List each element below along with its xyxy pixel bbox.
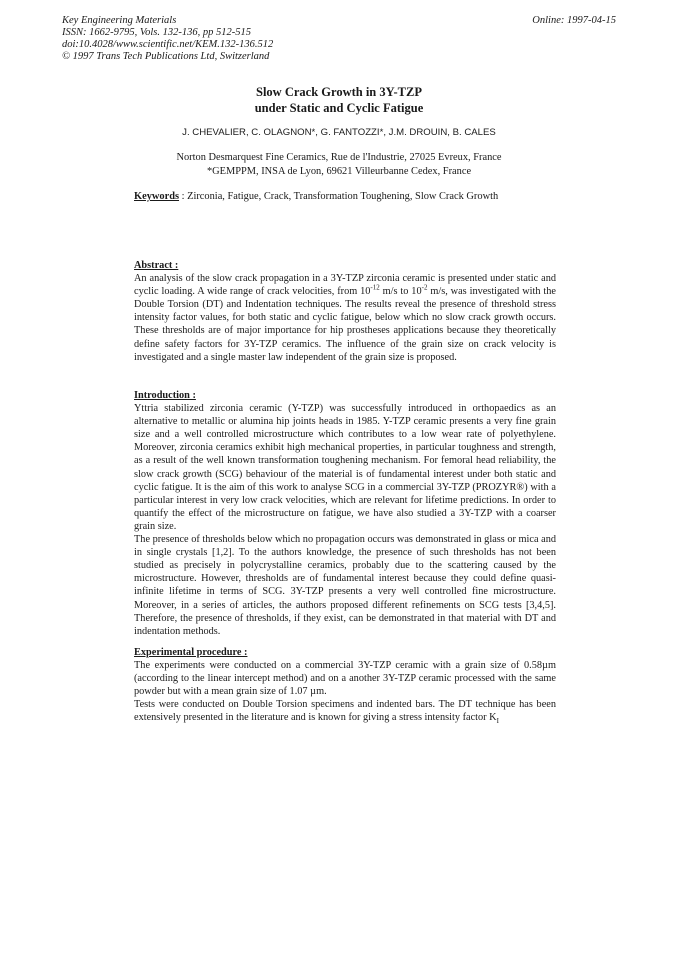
journal-name: Key Engineering Materials (62, 15, 177, 26)
abstract-text-b: m/s to 10 (379, 286, 422, 298)
keywords-text: : Zirconia, Fatigue, Crack, Transformation Toughening, Slow Crack Growth (179, 191, 499, 202)
abstract-text (134, 272, 556, 364)
issn-line: ISSN: 1662-9795, Vols. 132-136, pp 512-515 (62, 27, 251, 38)
doi-line: doi:10.4028/www.scientific.net/KEM.132-136.512 (62, 39, 274, 50)
author-list: J. CHEVALIER, C. OLAGNON*, G. FANTOZZI*, J.M. DROUIN, B. CALES (182, 127, 496, 138)
experimental-para-2 (134, 698, 556, 724)
introduction-para-2: The presence of thresholds below which no propagation occurs was demonstrated in glass or mica and in single crystals [1,2]. To the authors knowledge, the presence of such thresholds has not been studied as precisely in polycrystalline ceramics, probably due to the scattering caused by the microstructure. However, thresholds are of fundamental interest because they could define quasi-infinite lifetime in terms of SCG. 3Y-TZP presents a very well controlled fine microstructure. Moreover, in a series of articles, the authors proposed different refinements on SCG tests [3,4,5]. Therefore, the presence of thresholds, if they exist, can be demonstrated in that material with DT and indentation methods. (134, 534, 556, 637)
keywords-label: Keywords (134, 191, 180, 202)
experimental-para-1: The experiments were conducted on a commercial 3Y-TZP ceramic with a grain size of 0.58µm (according to the linear intercept method) and on a another 3Y-TZP ceramic processed with the same powder but with a mean grain size of 1.07 µm. (134, 660, 556, 698)
experimental-para-2-sub: I (496, 717, 499, 726)
journal-header (62, 15, 273, 63)
abstract-text-a: An analysis of the slow crack propagation in a 3Y-TZP zirconia ceramic is presented under static and cyclic loading. A wide range of crack velocities, from 10 (134, 273, 556, 298)
abstract-sup-a: -12 (370, 283, 380, 292)
title-line-1: Slow Crack Growth in 3Y-TZP (256, 85, 422, 99)
affiliation-2: *GEMPPM, INSA de Lyon, 69621 Villeurbanne Cedex, France (206, 165, 472, 177)
experimental-para-2-text: Tests were conducted on Double Torsion specimens and indented bars. The DT technique has been extensively presented in the literature and is known for giving a stress intensity factor K (134, 699, 556, 724)
affiliation-1: Norton Desmarquest Fine Ceramics, Rue de l'Industrie, 27025 Evreux, France (176, 152, 502, 163)
copyright-line: © 1997 Trans Tech Publications Ltd, Switzerland (62, 51, 270, 62)
abstract-text-c: m/s, was investigated with the Double Torsion (DT) and Indentation techniques. The results reveal the presence of threshold stress intensity factor values, for both static and cyclic fatigue, below which no slow crack growth occurs. These thresholds are of major importance for hip prostheses applications because they theoretically define safety factors for 3Y-TZP ceramics. The influence of the grain size on crack velocity is investigated and a single master law independent of the grain size is proposed. (134, 286, 556, 363)
affiliations (0, 151, 678, 178)
paper-title (0, 84, 678, 116)
title-line-2: under Static and Cyclic Fatigue (254, 101, 424, 115)
introduction-para-1: Yttria stabilized zirconia ceramic (Y-TZP) was successfully introduced in orthopaedics as an alternative to metallic or alumina hip joints heads in 1985. Y-TZP ceramic presents a very fine grain size and a well controlled microstructure which contributes to a low wear rate of polyethylene. Moreover, zirconia ceramics exhibit high mechanical properties, in particular toughness and strength, as a result of the well known transformation toughening mechanism. For femoral head reliability, the slow crack growth (SCG) behaviour of the material is of fundamental interest under both static and cyclic fatigue. It is the aim of this work to analyse SCG in a commercial 3Y-TZP (PROZYR®) with a particular interest in very low crack velocities, which are relevant for lifetime predictions. In order to quantify the effect of the microstructure on fatigue, we have also studied a 3Y-TZP with a coarser grain size. (134, 403, 556, 532)
online-date: Online: 1997-04-15 (532, 15, 616, 26)
abstract-sup-b: -2 (421, 283, 428, 292)
experimental-section (134, 646, 556, 725)
abstract-section (134, 259, 556, 364)
abstract-heading: Abstract : (134, 260, 179, 271)
keywords (134, 191, 498, 202)
introduction-heading: Introduction : (134, 390, 196, 401)
introduction-section (134, 389, 556, 638)
experimental-heading: Experimental procedure : (134, 647, 248, 658)
